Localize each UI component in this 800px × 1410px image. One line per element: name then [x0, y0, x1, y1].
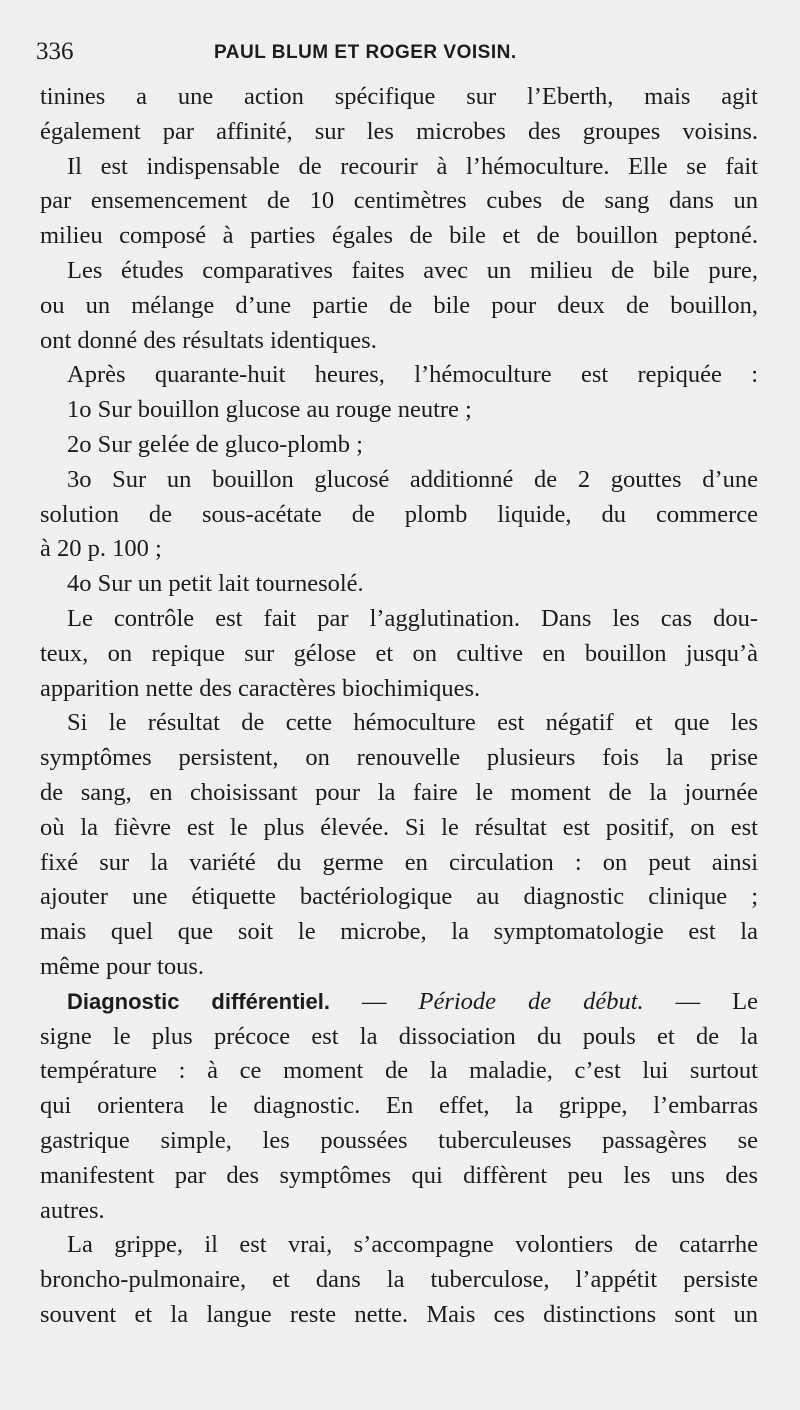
text-line: de sang, en choisissant pour la faire le moment de la journée	[40, 779, 758, 806]
text-line: ont donné des résultats identiques.	[40, 326, 377, 354]
text-line: autres.	[40, 1196, 105, 1224]
text-line: souvent et la langue reste nette. Mais ces distinctions sont un	[40, 1301, 758, 1328]
text-line: où la fièvre est le plus élevée. Si le résultat est positif, on est	[40, 813, 758, 841]
page-header	[36, 34, 760, 70]
text-line: fixé sur la variété du germe en circulation : on peut ainsi	[40, 848, 758, 876]
text-line: par ensemencement de 10 centimètres cubes de sang dans un	[40, 187, 758, 215]
heading-dash: —	[643, 987, 733, 1015]
text-line: 1o Sur bouillon glucose au rouge neutre ;	[67, 396, 472, 424]
text-line: tinines a une action spécifique sur l’Eberth, mais agit	[40, 83, 758, 110]
text-line: également par affinité, sur les microbes des groupes voisins.	[40, 117, 758, 145]
text-line: symptômes persistent, on renouvelle plusieurs fois la prise	[40, 744, 758, 772]
text-line: La grippe, il est vrai, s’accompagne volontiers de catarrhe	[67, 1231, 758, 1259]
heading-bold: Diagnostic différentiel.	[67, 988, 331, 1014]
text-line: Après quarante-huit heures, l’hémoculture est repiquée :	[67, 361, 758, 389]
heading-rest: Le	[732, 987, 758, 1015]
text-line: signe le plus précoce est la dissociation du pouls et de la	[40, 1022, 758, 1050]
page-number: 336	[36, 38, 74, 65]
text-line: Si le résultat de cette hémoculture est négatif et que les	[67, 709, 758, 737]
text-line: ou un mélange d’une partie de bile pour deux de bouillon,	[40, 291, 758, 319]
text-line: mais quel que soit le microbe, la symptomatologie est la	[40, 918, 758, 946]
text-line: teux, on repique sur gélose et on cultive en bouillon jusqu’à	[40, 639, 758, 667]
text-line: même pour tous.	[40, 953, 204, 980]
text-line: Le contrôle est fait par l’agglutination. Dans les cas dou-	[67, 605, 758, 632]
text-line: manifestent par des symptômes qui diffèrent peu les uns des	[40, 1161, 758, 1189]
text-line: solution de sous-acétate de plomb liquide, du commerce	[40, 500, 758, 528]
text-line: Les études comparatives faites avec un milieu de bile pure,	[67, 257, 758, 284]
text-line: gastrique simple, les poussées tuberculeuses passagères se	[40, 1127, 758, 1154]
text-line: 2o Sur gelée de gluco-plomb ;	[67, 431, 363, 458]
text-line: milieu composé à parties égales de bile et de bouillon peptoné.	[40, 222, 758, 250]
heading-dash: —	[330, 987, 419, 1015]
heading-italic: Période de début.	[418, 987, 644, 1015]
text-line: qui orientera le diagnostic. En effet, la grippe, l’embarras	[40, 1092, 758, 1120]
text-line: à 20 p. 100 ;	[40, 535, 162, 563]
text-line: ajouter une étiquette bactériologique au diagnostic clinique ;	[40, 883, 758, 911]
running-head: PAUL BLUM ET ROGER VOISIN.	[214, 42, 517, 63]
text-line: Il est indispensable de recourir à l’hémoculture. Elle se fait	[67, 152, 758, 180]
section-heading-line	[40, 985, 758, 1019]
text-line: apparition nette des caractères biochimiques.	[40, 674, 481, 702]
text-line: broncho-pulmonaire, et dans la tuberculose, l’appétit persiste	[40, 1266, 758, 1294]
text-line: 3o Sur un bouillon glucosé additionné de 2 gouttes d’une	[67, 465, 758, 493]
text-line: température : à ce moment de la maladie, c’est lui surtout	[40, 1057, 758, 1085]
text-line: 4o Sur un petit lait tournesolé.	[67, 570, 364, 598]
